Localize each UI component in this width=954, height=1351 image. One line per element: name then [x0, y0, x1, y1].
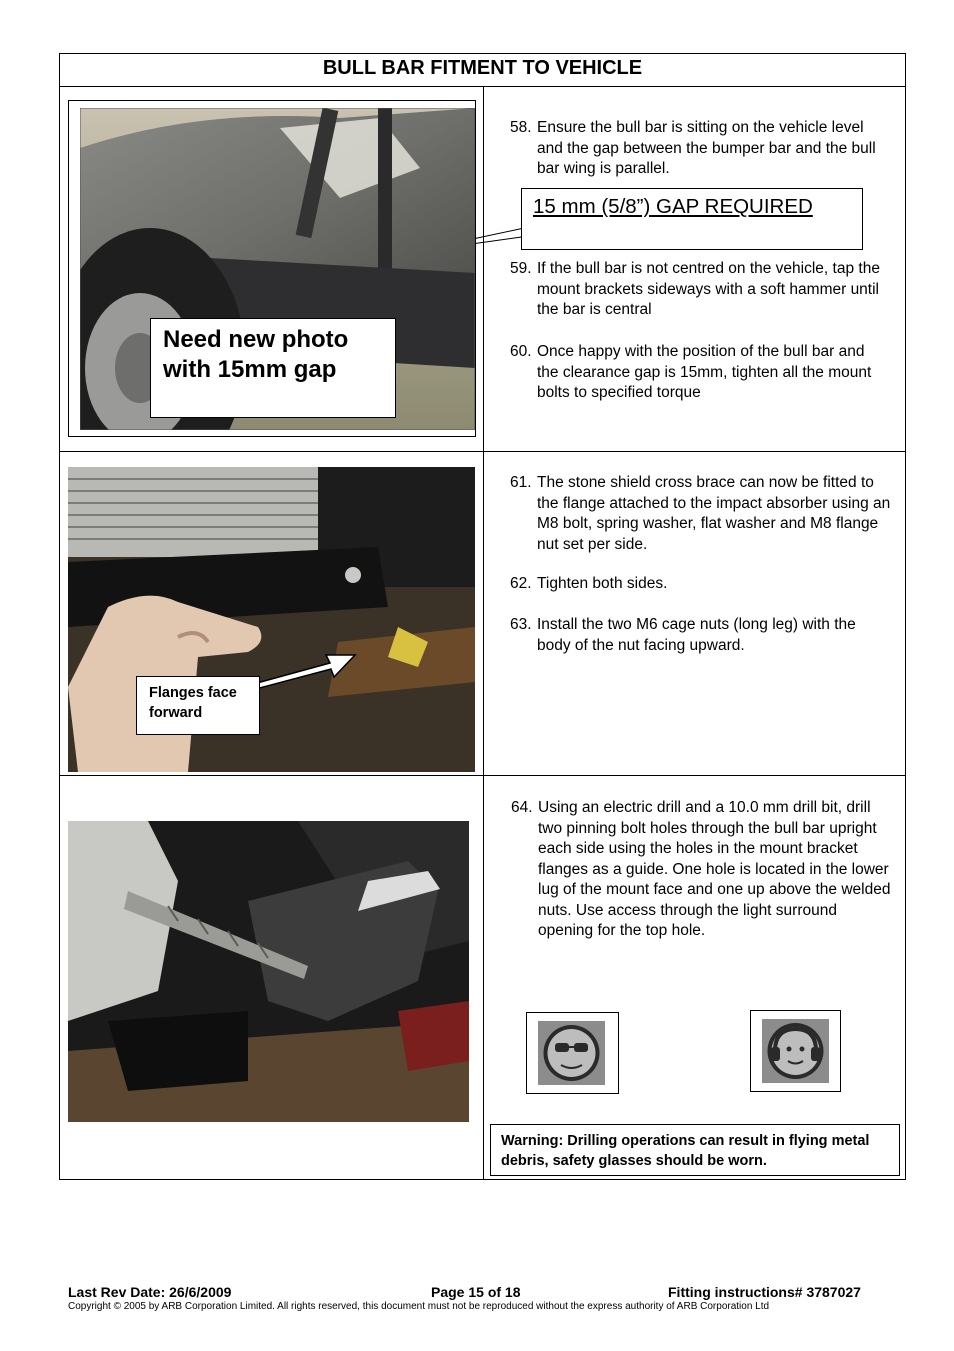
- flanges-label: Flanges face forward: [149, 685, 237, 721]
- copyright: Copyright © 2005 by ARB Corporation Limited. All rights reserved, this document must not be reproduced without the express authority of ARB Corporation Ltd: [68, 1301, 770, 1312]
- divider: [483, 86, 484, 1180]
- warning-box: [490, 1124, 900, 1176]
- gap-label: 15 mm (5/8”) GAP REQUIRED: [533, 195, 813, 218]
- ear-protection-icon: [751, 1011, 840, 1091]
- safety-glasses-sign: [526, 1012, 619, 1094]
- gap-label-box: [521, 188, 863, 250]
- section-title: BULL BAR FITMENT TO VEHICLE: [322, 57, 643, 79]
- ear-protection-sign: [750, 1010, 841, 1092]
- photo-note: Need new photo with 15mm gap: [163, 326, 349, 383]
- doc-number: Fitting instructions# 3787027: [668, 1284, 861, 1300]
- drilling-photo: [68, 821, 469, 1122]
- flanges-label-box: [136, 676, 260, 735]
- warning-text: Warning: Drilling operations can result in flying metal debris, safety glasses should be worn.: [501, 1133, 870, 1169]
- rev-date: Last Rev Date: 26/6/2009: [68, 1284, 232, 1300]
- photo-note-box: [150, 318, 396, 418]
- page-number: Page 15 of 18: [431, 1284, 521, 1300]
- stone-shield-photo: [68, 467, 475, 772]
- safety-glasses-icon: [527, 1013, 618, 1093]
